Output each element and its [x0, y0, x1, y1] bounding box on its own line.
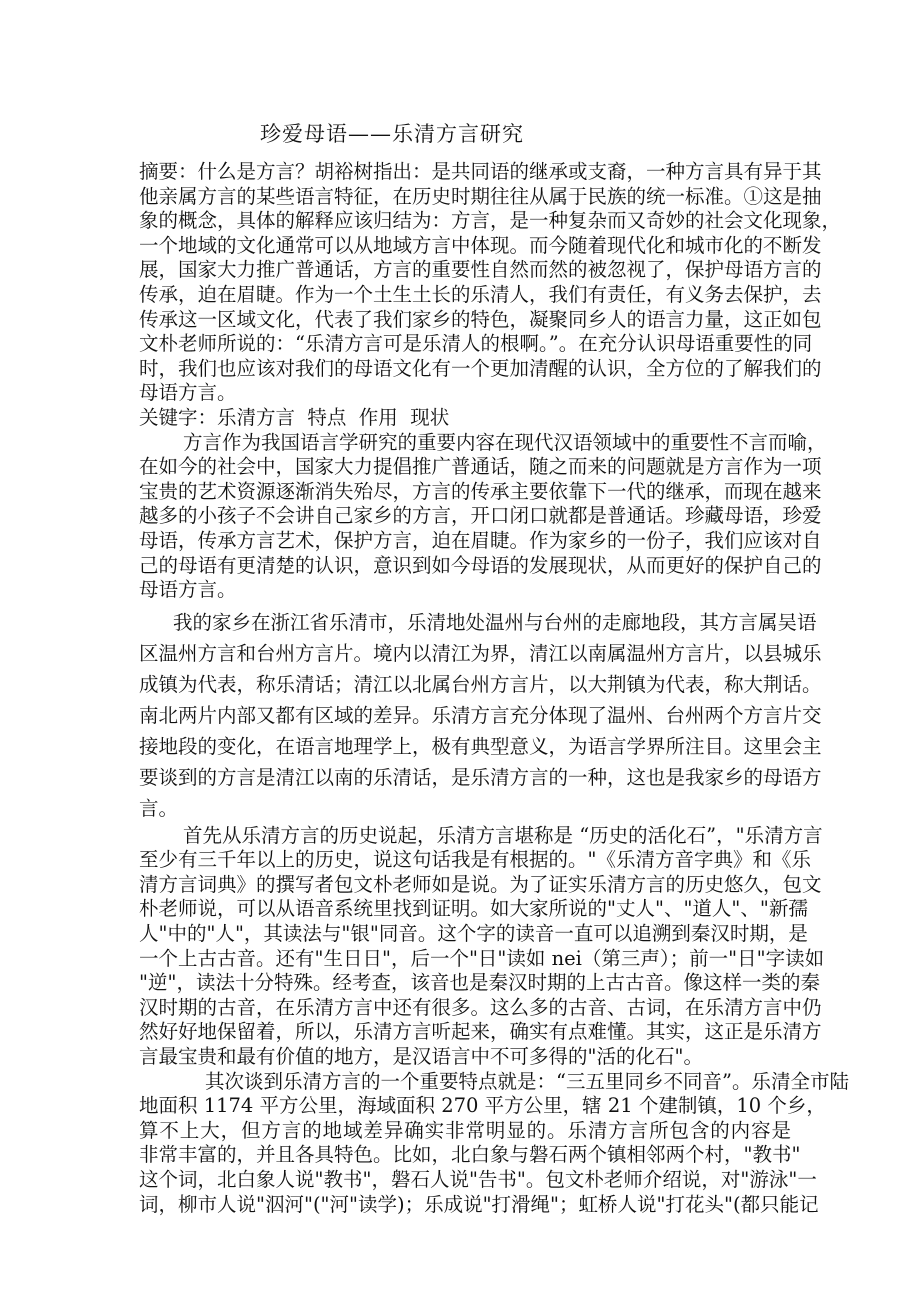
paragraph-line: 己的母语有更清楚的认识，意识到如今母语的发展现状，从而更好的保护自己的 — [139, 553, 822, 577]
paragraph-line: "逆"，读法十分特殊。经考查，该音也是秦汉时期的上古古音。像这样一类的秦 — [139, 971, 820, 995]
paragraph-line: 这个词，北白象人说"教书"，磐石人说"告书"。包文朴老师介绍说，对"游泳"一 — [139, 1168, 817, 1191]
abstract-line: 文朴老师所说的：“乐清方言可是乐清人的根啊。”。在充分认识母语重要性的同 — [139, 332, 813, 356]
paragraph-features — [139, 1069, 849, 1218]
paragraph-line: 要谈到的方言是清江以南的乐清话，是乐清方言的一种，这也是我家乡的母语方 — [139, 765, 822, 789]
paragraph-history — [139, 823, 825, 1070]
paragraph-line: 成镇为代表，称乐清话；清江以北属台州方言片，以大荆镇为代表，称大荆话。 — [139, 672, 822, 696]
paragraph-line: 汉时期的古音，在乐清方言中还有很多。这么多的古音、古词，在乐清方言中仍 — [139, 995, 822, 1019]
paragraph-line: 清方言词典》的撰写者包文朴老师如是说。为了证实乐清方言的历史悠久，包文 — [139, 872, 822, 896]
paragraph-hometown — [139, 607, 822, 824]
abstract-line: 传承这一区域文化，代表了我们家乡的特色，凝聚同乡人的语言力量，这正如包 — [139, 307, 822, 331]
abstract-line: 象的概念，具体的解释应该归结为：方言，是一种复杂而又奇妙的社会文化现象， — [139, 209, 842, 233]
paragraph-line: 人"中的"人"，其读法与"银"同音。这个字的读音一直可以追溯到秦汉时期，是 — [139, 922, 808, 946]
paragraph-intro — [139, 430, 827, 603]
abstract-section — [139, 160, 842, 406]
paragraph-line: 我的家乡在浙江省乐清市，乐清地处温州与台州的走廊地段，其方言属吴语 — [173, 610, 817, 634]
paragraph-line: 宝贵的艺术资源逐渐消失殆尽，方言的传承主要依靠下一代的继承，而现在越来 — [139, 479, 822, 503]
document-title: 珍爱母语——乐清方言研究 — [260, 122, 524, 146]
paragraph-line: 地面积 1174 平方公里，海域面积 270 平方公里，辖 21 个建制镇，10 个乡， — [139, 1094, 826, 1118]
paragraph-line: 然好好地保留着，所以，乐清方言听起来，确实有点难懂。其实，这正是乐清方 — [139, 1020, 822, 1044]
paragraph-line: 其次谈到乐清方言的一个重要特点就是：“三五里同乡不同音”。乐清全市陆 — [205, 1069, 849, 1093]
paragraph-line: 言。 — [139, 796, 179, 820]
paragraph-line: 方言作为我国语言学研究的重要内容在现代汉语领域中的重要性不言而喻， — [183, 430, 827, 454]
paragraph-line: 区温州方言和台州方言片。境内以清江为界，清江以南属温州方言片，以县城乐 — [139, 641, 822, 665]
abstract-line: 时，我们也应该对我们的母语文化有一个更加清醒的认识，全方位的了解我们的 — [139, 356, 822, 380]
abstract-line: 展，国家大力推广普通话，方言的重要性自然而然的被忽视了，保护母语方言的 — [139, 258, 822, 282]
paragraph-line: 母语，传承方言艺术，保护方言，迫在眉睫。作为家乡的一份子，我们应该对自 — [139, 528, 822, 552]
abstract-line: 摘要：什么是方言？胡裕树指出：是共同语的继承或支裔，一种方言具有异于其 — [139, 160, 822, 183]
paragraph-line: 首先从乐清方言的历史说起，乐清方言堪称是 “历史的活化石”，"乐清方言 — [183, 823, 823, 847]
abstract-line: 他亲属方言的某些语言特征，在历史时期往往从属于民族的统一标准。①这是抽 — [139, 184, 822, 208]
document-body — [139, 160, 849, 1217]
paragraph-line: 言最宝贵和最有价值的地方，是汉语言中不可多得的"活的化石"。 — [139, 1045, 703, 1069]
abstract-line: 一个地域的文化通常可以从地域方言中体现。而今随着现代化和城市化的不断发 — [139, 233, 822, 257]
paragraph-line: 接地段的变化，在语言地理学上，极有典型意义，为语言学界所注目。这里会主 — [139, 734, 822, 758]
abstract-line: 传承，迫在眉睫。作为一个土生土长的乐清人，我们有责任，有义务去保护，去 — [139, 282, 822, 306]
paragraph-line: 母语方言。 — [139, 578, 237, 602]
paragraph-line: 一个上古古音。还有"生日日"，后一个"日"读如 nei（第三声）；前一"日"字读如 — [139, 946, 825, 970]
paragraph-line: 非常丰富的，并且各具特色。比如，北白象与磐石两个镇相邻两个村，"教书" — [139, 1143, 801, 1167]
paragraph-line: 词，柳市人说"泅河"("河"读学)；乐成说"打滑绳"；虹桥人说"打花头"(都只能记 — [139, 1192, 819, 1216]
paragraph-line: 在如今的社会中，国家大力提倡推广普通话，随之而来的问题就是方言作为一项 — [139, 455, 822, 479]
paragraph-line: 算不上大，但方言的地域差异确实非常明显的。乐清方言所包含的内容是 — [139, 1118, 791, 1142]
paragraph-line: 朴老师说，可以从语音系统里找到证明。如大家所说的"丈人"、"道人"、"新孺 — [139, 897, 808, 921]
keywords-line: 关键字：乐清方言 特点 作用 现状 — [139, 405, 450, 429]
paragraph-line: 至少有三千年以上的历史，说这句话我是有根据的。"《乐清方音字典》和《乐 — [139, 848, 811, 872]
paragraph-line: 南北两片内部又都有区域的差异。乐清方言充分体现了温州、台州两个方言片交 — [139, 703, 822, 727]
paragraph-line: 越多的小孩子不会讲自己家乡的方言，开口闭口就都是普通话。珍藏母语，珍爱 — [139, 504, 822, 528]
abstract-line: 母语方言。 — [139, 381, 237, 405]
